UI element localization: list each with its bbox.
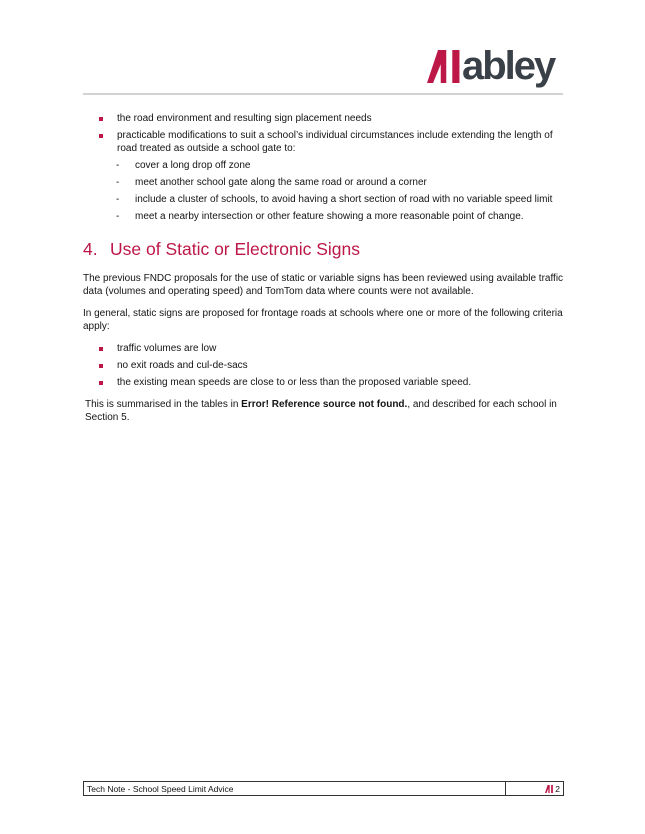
page-footer <box>83 781 564 796</box>
section-heading-number: 4. <box>83 239 98 259</box>
page-number: 2 <box>555 783 560 794</box>
abley-logo <box>427 44 554 88</box>
footer-page-cell <box>505 782 563 795</box>
bullet-list <box>83 112 567 155</box>
list-item-text: include a cluster of schools, to avoid having a short section of road with no variable speed limit <box>135 194 553 205</box>
header-divider <box>83 93 563 95</box>
abley-logo-mark-icon <box>545 785 553 793</box>
list-item-text: cover a long drop off zone <box>135 160 251 171</box>
section-heading <box>83 238 567 260</box>
bullet-square-icon <box>99 347 103 351</box>
list-item <box>83 359 567 372</box>
list-item-text: no exit roads and cul-de-sacs <box>117 360 248 371</box>
paragraph-text: , and described for each school in Section 5. <box>85 399 557 423</box>
list-item <box>83 193 567 206</box>
bullet-square-icon <box>99 117 103 121</box>
bullet-square-icon <box>99 364 103 368</box>
list-item <box>83 342 567 355</box>
paragraph-text: This is summarised in the tables in <box>85 399 242 410</box>
section-heading-text: Use of Static or Electronic Signs <box>110 239 360 259</box>
footer-doc-title: Tech Note - School Speed Limit Advice <box>87 783 234 794</box>
paragraph <box>83 398 567 424</box>
list-item <box>83 112 567 125</box>
list-item-text: meet a nearby intersection or other feature showing a more reasonable point of change. <box>135 211 524 222</box>
list-item <box>83 210 567 223</box>
dash-list <box>83 159 567 223</box>
list-item <box>83 159 567 172</box>
list-item <box>83 176 567 189</box>
dash-marker: - <box>116 160 120 171</box>
list-item-text: the existing mean speeds are close to or less than the proposed variable speed. <box>117 377 472 388</box>
bullet-square-icon <box>99 134 103 138</box>
paragraph: In general, static signs are proposed for frontage roads at schools where one or more of the following criteria apply: <box>83 308 563 332</box>
page-content <box>83 112 567 424</box>
list-item-text: meet another school gate along the same road or around a corner <box>135 177 427 188</box>
list-item-text: practicable modifications to suit a school’s individual circumstances include extending the length of road treated as outside a school gate to: <box>117 130 553 154</box>
dash-marker: - <box>116 177 120 188</box>
abley-logo-text: abley <box>462 44 555 88</box>
dash-marker: - <box>116 194 120 205</box>
list-item <box>83 376 567 389</box>
bullet-square-icon <box>99 381 103 385</box>
list-item-text: the road environment and resulting sign placement needs <box>117 113 372 124</box>
list-item-text: traffic volumes are low <box>117 343 217 354</box>
list-item <box>83 129 567 155</box>
abley-logo-mark-icon <box>427 50 460 83</box>
bullet-list <box>83 342 567 389</box>
error-reference-text: Error! Reference source not found. <box>241 399 408 410</box>
dash-marker: - <box>116 211 120 222</box>
paragraph: The previous FNDC proposals for the use of static or variable signs has been reviewed using available traffic data (volumes and operating speed) and TomTom data where counts were not available. <box>83 273 564 297</box>
